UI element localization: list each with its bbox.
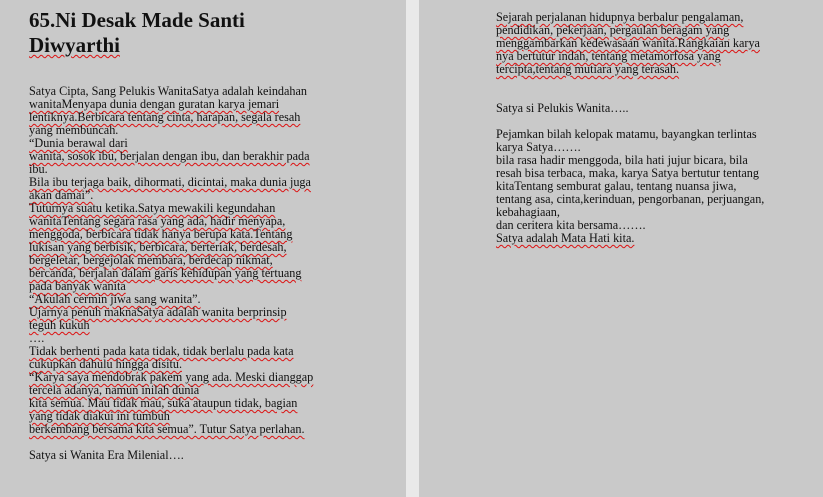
text-line: kebahagiaan, <box>496 205 560 219</box>
page-gutter <box>406 0 419 497</box>
text-line: Pejamkan bilah kelopak matamu, bayangkan terlintas <box>496 127 757 141</box>
text-line: ibu. <box>29 162 48 176</box>
text-line: tercela adanya, namun inilah dunia <box>29 383 200 397</box>
text-line: akan damai”. <box>29 188 94 202</box>
text-line: wanita, sosok ibu, berjalan dengan ibu, dan berakhir pada <box>29 149 310 163</box>
text-line: dan ceritera kita bersama……. <box>496 218 646 232</box>
text-line: yang membuncah. <box>29 123 119 137</box>
text-line: Satya si Wanita Era Milenial…. <box>29 448 184 462</box>
text-line: Satya si Pelukis Wanita….. <box>496 101 629 115</box>
title-line-2: Diwyarthi <box>29 33 120 57</box>
text-line: teguh kukuh <box>29 318 90 332</box>
text-line: kita semua. Mau tidak mau, suka ataupun tidak, bagian <box>29 396 298 410</box>
text-line: Tidak berhenti pada kata tidak, tidak berlalu pada kata <box>29 344 294 358</box>
text-line: Satya Cipta, Sang Pelukis WanitaSatya adalah keindahan <box>29 84 308 98</box>
text-line: …. <box>29 331 45 345</box>
text-line: tercipta,tentang mutiara yang terasah. <box>496 62 680 76</box>
title-line-1: 65.Ni Desak Made Santi <box>29 8 245 32</box>
text-line: bercanda, berjalan dalam garis kehidupan yang tertuang <box>29 266 302 280</box>
text-line: tentang asa, cinta,kerinduan, pengorbanan, perjuangan, <box>496 192 765 206</box>
right-body-text <box>496 11 818 245</box>
text-line: Sejarah perjalanan hidupnya berbalur pengalaman, <box>496 10 744 24</box>
text-line: nya bertutur indah, tentang metamorfosa yang <box>496 49 721 63</box>
text-line: Bila ibu terjaga baik, dihormati, dicintai, maka dunia juga <box>29 175 311 189</box>
text-line: “Karya saya mendobrak pakem yang ada. Meski dianggap <box>29 370 314 384</box>
text-line: wanitaTentang segara rasa yang ada, hadir menyapa, <box>29 214 286 228</box>
text-line: lentiknya.Berbicara tentang cinta, harapan, segala resah <box>29 110 301 124</box>
text-line: karya Satya……. <box>496 140 581 154</box>
text-line: berkembang bersama kita semua”. Tutur Satya perlahan. <box>29 422 305 436</box>
text-line: bila rasa hadir menggoda, bila hati jujur bicara, bila <box>496 153 748 167</box>
text-line: “Dunia berawal dari <box>29 136 128 150</box>
text-line: yang tidak diakui ini tumbuh <box>29 409 170 423</box>
text-line: pada banyak wanita <box>29 279 126 293</box>
right-page <box>419 0 823 497</box>
text-line: cukupkan dahulu hingga disitu. <box>29 357 182 371</box>
text-line: resah bisa terbaca, maka, karya Satya bertutur tentang <box>496 166 759 180</box>
text-line: menggambarkan kedewasaan wanita.Rangkaian karya <box>496 36 760 50</box>
text-line: Ujarnya penuh maknaSatya adalah wanita berprinsip <box>29 305 287 319</box>
text-line: pendidikan, pekerjaan, pergaulan beragam yang <box>496 23 730 37</box>
text-line: Tuturnya suatu ketika.Satya mewakili kegundahan <box>29 201 276 215</box>
text-line: menggoda, berbicara tidak hanya berupa kata.Tentang <box>29 227 293 241</box>
chapter-title <box>29 8 389 58</box>
text-line: wanitaMenyapa dunia dengan guratan karya jemari <box>29 97 280 111</box>
text-line: Satya adalah Mata Hati kita. <box>496 231 635 245</box>
text-line: “Akulah cermin jiwa sang wanita”. <box>29 292 201 306</box>
text-line: bergeletar, bergejolak membara, berdecap nikmat, <box>29 253 273 267</box>
text-line: kitaTentang semburat galau, tentang nuansa jiwa, <box>496 179 737 193</box>
text-line: lukisan yang berbisik, berbicara, berteriak, berdesah, <box>29 240 287 254</box>
text-line <box>496 76 818 89</box>
left-page <box>0 0 406 497</box>
left-body-text <box>29 85 399 462</box>
